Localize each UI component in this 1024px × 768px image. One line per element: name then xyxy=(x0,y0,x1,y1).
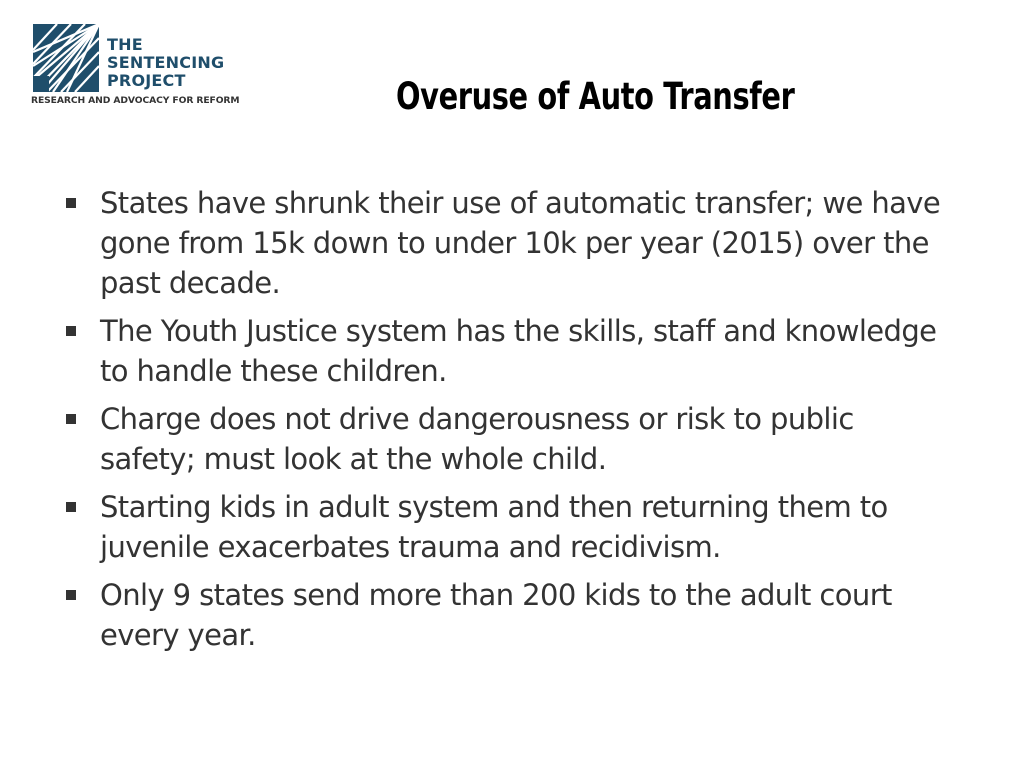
sentencing-project-logo-mark-icon xyxy=(33,24,99,92)
logo-line-project: PROJECT xyxy=(107,71,186,90)
logo-line-sentencing: SENTENCING xyxy=(107,53,225,72)
bullet-text: Charge does not drive dangerousness or risk to public safety; must look at the whole child. xyxy=(100,402,854,476)
bullet-item xyxy=(60,575,950,655)
bullet-item xyxy=(60,311,950,391)
square-bullet-icon xyxy=(66,502,76,512)
bullet-list xyxy=(60,183,950,663)
square-bullet-icon xyxy=(66,326,76,336)
square-bullet-icon xyxy=(66,414,76,424)
bullet-item xyxy=(60,487,950,567)
square-bullet-icon xyxy=(66,590,76,600)
bullet-text: Starting kids in adult system and then returning them to juvenile exacerbates trauma and recidivism. xyxy=(100,490,888,564)
slide-title: Overuse of Auto Transfer xyxy=(396,75,795,118)
bullet-text: The Youth Justice system has the skills, staff and knowledge to handle these children. xyxy=(100,314,937,388)
sentencing-project-logo xyxy=(31,22,246,114)
logo-tagline: RESEARCH AND ADVOCACY FOR REFORM xyxy=(31,95,240,106)
bullet-text: States have shrunk their use of automatic transfer; we have gone from 15k down to under 10k per year (2015) over the past decade. xyxy=(100,186,941,300)
bullet-text: Only 9 states send more than 200 kids to the adult court every year. xyxy=(100,578,892,652)
bullet-item xyxy=(60,399,950,479)
square-bullet-icon xyxy=(66,198,76,208)
bullet-item xyxy=(60,183,950,303)
logo-line-the: THE xyxy=(107,35,143,54)
